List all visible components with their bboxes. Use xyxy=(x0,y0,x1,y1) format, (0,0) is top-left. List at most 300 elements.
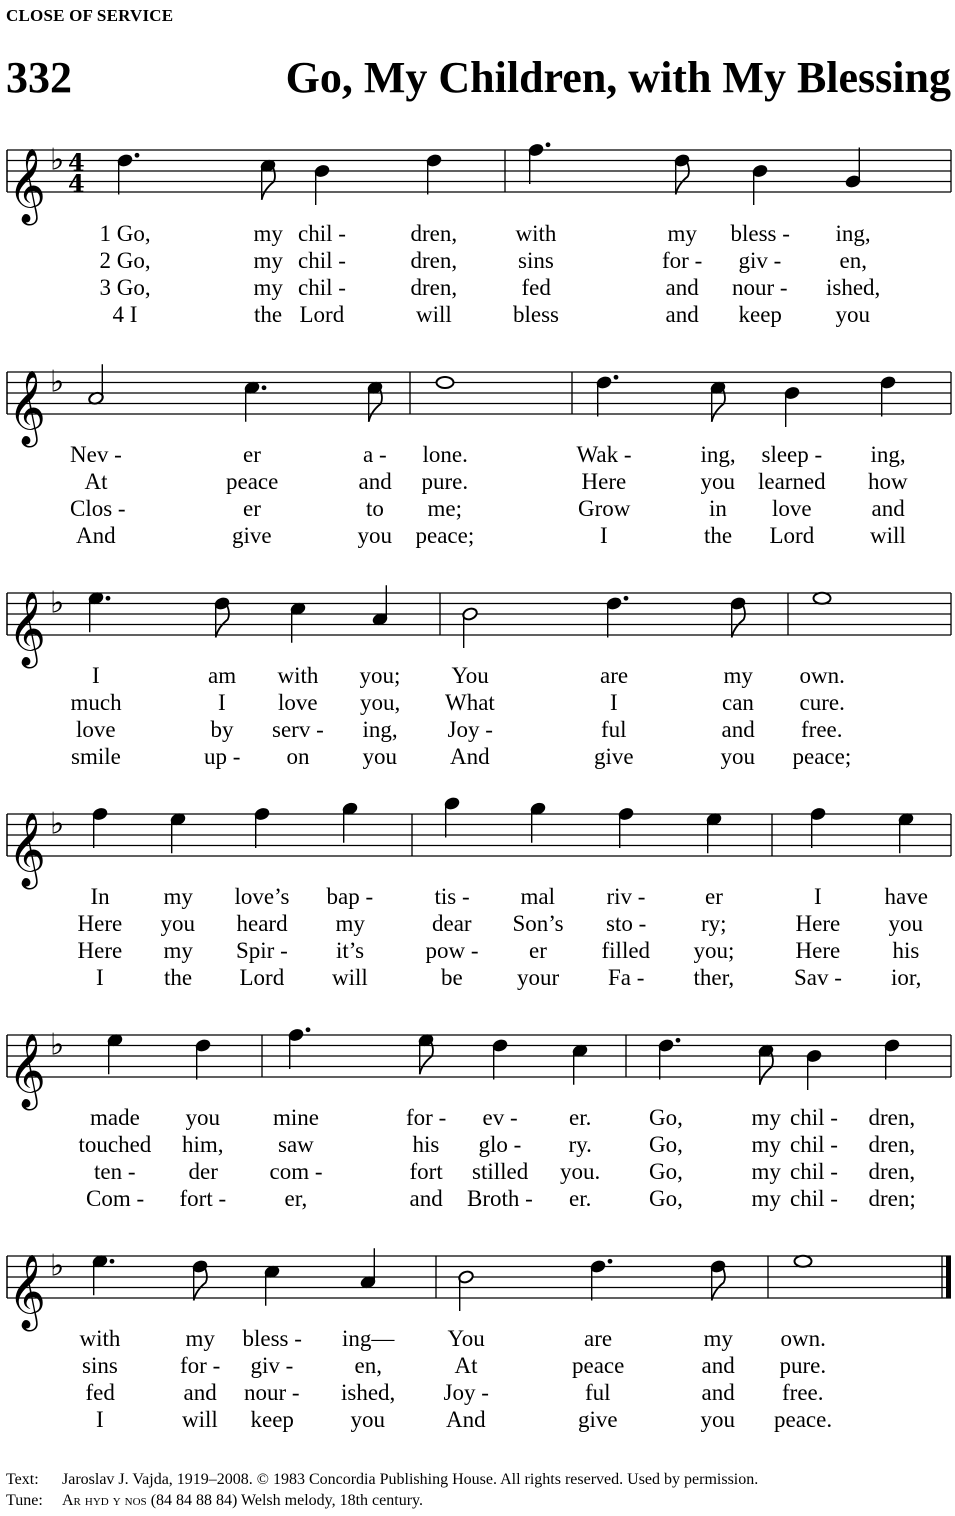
lyric-syllable: er xyxy=(705,884,723,909)
augmentation-dot xyxy=(676,1038,681,1043)
lyric-syllable: ther, xyxy=(693,965,735,990)
lyric-syllable: ished, xyxy=(341,1380,396,1405)
note xyxy=(710,1259,727,1300)
lyric-syllable: you xyxy=(185,1105,220,1130)
note xyxy=(462,607,479,648)
treble-clef-icon: 𝄞 xyxy=(8,813,46,887)
note xyxy=(752,164,769,205)
lyric-syllable: ry. xyxy=(568,1132,592,1157)
lyric-syllable: ten - xyxy=(94,1159,136,1184)
lyric-syllable: dren, xyxy=(410,275,458,300)
lyric-syllable: made xyxy=(90,1105,140,1130)
lyric-syllable: chil - xyxy=(790,1186,838,1211)
treble-clef-icon: 𝄞 xyxy=(8,1255,46,1329)
tune-name: Ar hyd y nos xyxy=(62,1492,147,1509)
lyric-syllable: In xyxy=(90,884,110,909)
lyric-syllable: fed xyxy=(521,275,551,300)
staff-system xyxy=(7,142,951,226)
augmentation-dot xyxy=(106,596,111,601)
final-barline-thick xyxy=(946,1256,951,1298)
lyric-syllable: chil - xyxy=(298,275,346,300)
augmentation-dot xyxy=(614,375,619,380)
lyric-syllable: Here xyxy=(77,911,123,936)
staff-system xyxy=(7,1027,951,1111)
lyric-syllable: 3 Go, xyxy=(99,275,151,300)
note xyxy=(288,1027,311,1069)
lyric-syllable: ing, xyxy=(700,442,736,467)
note xyxy=(314,164,331,205)
lyric-syllable: riv - xyxy=(606,884,646,909)
lyric-syllable: how xyxy=(868,469,908,494)
lyric-syllable: Go, xyxy=(649,1159,683,1184)
lyric-syllable: What xyxy=(445,690,495,715)
lyric-syllable: chil - xyxy=(790,1105,838,1130)
lyric-syllable: free. xyxy=(801,717,843,742)
lyric-syllable: my xyxy=(751,1186,781,1211)
lyric-syllable: Here xyxy=(581,469,627,494)
note xyxy=(367,380,384,421)
note xyxy=(290,601,307,642)
note xyxy=(444,796,461,837)
lyric-syllable: love xyxy=(278,690,318,715)
lyric-syllable: Lord xyxy=(239,965,285,990)
lyric-syllable: my xyxy=(335,911,365,936)
lyric-syllable: dren, xyxy=(410,248,458,273)
section-heading: CLOSE OF SERVICE xyxy=(6,6,174,25)
lyric-syllable: And xyxy=(446,1407,486,1432)
note xyxy=(572,1043,589,1084)
lyric-syllable: and xyxy=(665,275,699,300)
lyric-syllable: ful xyxy=(601,717,627,742)
key-signature-flat-icon: ♭ xyxy=(50,1027,65,1063)
staff-system xyxy=(7,585,951,669)
lyric-syllable: sto - xyxy=(606,911,647,936)
lyric-syllable: my xyxy=(163,938,193,963)
note xyxy=(214,596,231,637)
lyric-syllable: Here xyxy=(77,938,123,963)
lyric-syllable: ing, xyxy=(870,442,906,467)
lyric-syllable: learned xyxy=(758,469,826,494)
lyric-syllable: and xyxy=(358,469,392,494)
text-credit xyxy=(6,1471,758,1489)
lyric-syllable: chil - xyxy=(790,1159,838,1184)
lyric-syllable: to xyxy=(366,496,384,521)
lyric-syllable: smile xyxy=(71,744,121,769)
lyric-syllable: fed xyxy=(85,1380,115,1405)
lyric-syllable: fort - xyxy=(179,1186,227,1211)
lyric-syllable: will xyxy=(416,302,452,327)
lyric-syllable: dren, xyxy=(868,1105,916,1130)
note xyxy=(92,807,109,848)
lyric-syllable: chil - xyxy=(790,1132,838,1157)
lyric-syllable: saw xyxy=(278,1132,314,1157)
lyric-syllable: Son’s xyxy=(512,911,564,936)
augmentation-dot xyxy=(110,1259,115,1264)
lyric-syllable: my xyxy=(751,1132,781,1157)
tune-credit xyxy=(6,1492,423,1510)
lyric-syllable: chil - xyxy=(298,248,346,273)
note xyxy=(845,148,862,189)
lyric-syllable: cure. xyxy=(799,690,845,715)
key-signature-flat-icon: ♭ xyxy=(50,1248,65,1284)
note-head xyxy=(437,377,454,388)
lyric-syllable: Spir - xyxy=(236,938,288,963)
lyric-syllable: er, xyxy=(284,1186,308,1211)
note xyxy=(418,1033,435,1074)
lyric-syllable: my xyxy=(253,275,283,300)
lyric-syllable: dren, xyxy=(410,221,458,246)
note xyxy=(730,596,747,637)
note xyxy=(880,375,897,416)
lyric-syllable: 2 Go, xyxy=(99,248,151,273)
hymn-title: Go, My Children, with My Blessing xyxy=(285,53,951,102)
note xyxy=(884,1038,901,1079)
lyric-syllable: can xyxy=(722,690,754,715)
augmentation-dot xyxy=(608,1259,613,1264)
lyric-syllable: mal xyxy=(520,884,555,909)
lyric-syllable: my xyxy=(703,1326,733,1351)
note xyxy=(758,1043,775,1084)
lyric-syllable: are xyxy=(584,1326,613,1351)
augmentation-dot xyxy=(135,153,140,158)
lyric-syllable: keep xyxy=(250,1407,294,1432)
lyric-syllable: sins xyxy=(82,1353,118,1378)
lyric-syllable: bless - xyxy=(730,221,790,246)
lyric-syllable: will xyxy=(332,965,368,990)
note xyxy=(437,377,454,388)
lyric-syllable: glo - xyxy=(478,1132,522,1157)
lyric-syllable: my xyxy=(667,221,697,246)
time-signature-bottom: 4 xyxy=(68,169,85,198)
lyric-syllable: I xyxy=(96,965,104,990)
lyric-syllable: en, xyxy=(354,1353,382,1378)
lyric-syllable: dear xyxy=(432,911,472,936)
note-flag xyxy=(216,605,229,638)
lyric-syllable: you xyxy=(888,911,923,936)
lyric-syllable: and xyxy=(701,1353,735,1378)
note xyxy=(192,1259,209,1300)
note-flag xyxy=(676,162,689,195)
note-flag xyxy=(369,389,382,422)
lyric-syllable: stilled xyxy=(472,1159,529,1184)
lyric-syllable: Go, xyxy=(649,1132,683,1157)
lyric-syllable: nour - xyxy=(732,275,788,300)
note xyxy=(360,1248,377,1289)
key-signature-flat-icon: ♭ xyxy=(50,806,65,842)
lyric-syllable: peace xyxy=(226,469,279,494)
lyric-syllable: my xyxy=(253,221,283,246)
lyric-syllable: the xyxy=(704,523,733,548)
lyric-syllable: the xyxy=(254,302,283,327)
lyric-syllable: I xyxy=(218,690,226,715)
lyric-syllable: I xyxy=(610,690,618,715)
lyric-syllable: his xyxy=(412,1132,440,1157)
lyric-syllable: you. xyxy=(560,1159,601,1184)
lyric-syllable: my xyxy=(185,1326,215,1351)
lyric-syllable: Wak - xyxy=(576,442,632,467)
lyric-syllable: At xyxy=(454,1353,478,1378)
lyric-syllable: 1 Go, xyxy=(99,221,151,246)
lyric-syllable: pure. xyxy=(421,469,469,494)
lyric-syllable: own. xyxy=(780,1326,826,1351)
lyric-syllable: bap - xyxy=(326,884,374,909)
lyric-syllable: Here xyxy=(795,938,841,963)
lyric-syllable: filled xyxy=(601,938,651,963)
lyric-syllable: Here xyxy=(795,911,841,936)
note xyxy=(806,1049,823,1090)
lyric-syllable: er xyxy=(243,442,261,467)
note-flag xyxy=(732,605,745,638)
note xyxy=(88,364,105,405)
note xyxy=(107,1033,124,1074)
lyric-syllable: I xyxy=(600,523,608,548)
lyric-syllable: love xyxy=(772,496,812,521)
augmentation-dot xyxy=(306,1027,311,1032)
hymn-number: 332 xyxy=(6,53,72,102)
staff-system xyxy=(7,1248,951,1332)
note xyxy=(784,386,801,427)
lyric-syllable: and xyxy=(665,302,699,327)
lyric-syllable: I xyxy=(96,1407,104,1432)
lyric-syllable: keep xyxy=(738,302,782,327)
lyric-syllable: him, xyxy=(182,1132,224,1157)
lyric-syllable: And xyxy=(76,523,116,548)
lyric-syllable: heard xyxy=(236,911,288,936)
note xyxy=(342,801,359,842)
text-credit-value: Jaroslav J. Vajda, 1919–2008. © 1983 Concordia Publishing House. All rights reserved. Used by permission. xyxy=(62,1471,759,1488)
text-credit-label: Text: xyxy=(6,1471,39,1488)
lyric-syllable: giv - xyxy=(250,1353,294,1378)
note xyxy=(426,153,443,194)
lyric-syllable: giv - xyxy=(738,248,782,273)
lyric-syllable: er. xyxy=(569,1186,592,1211)
lyric-syllable: Fa - xyxy=(608,965,645,990)
lyric-syllable: ing, xyxy=(835,221,871,246)
tune-credit-value: (84 84 88 84) Welsh melody, 18th century. xyxy=(146,1492,423,1509)
note xyxy=(458,1270,475,1311)
lyric-syllable: dren; xyxy=(868,1186,916,1211)
note-flag xyxy=(712,1268,725,1301)
note xyxy=(674,153,691,194)
lyric-syllable: nour - xyxy=(244,1380,300,1405)
note xyxy=(658,1038,681,1080)
lyric-syllable: ior, xyxy=(891,965,922,990)
lyric-syllable: dren, xyxy=(868,1132,916,1157)
lyric-syllable: en, xyxy=(839,248,867,273)
lyric-syllable: am xyxy=(208,663,237,688)
lyric-syllable: for - xyxy=(406,1105,447,1130)
lyric-syllable: mine xyxy=(273,1105,319,1130)
lyric-syllable: er xyxy=(243,496,261,521)
lyric-syllable: his xyxy=(892,938,920,963)
lyric-syllable: by xyxy=(210,717,234,742)
lyric-syllable: give xyxy=(578,1407,618,1432)
note-head xyxy=(814,593,831,604)
lyric-syllable: the xyxy=(164,965,193,990)
note xyxy=(898,812,915,853)
lyric-syllable: my xyxy=(723,663,753,688)
lyric-syllable: will xyxy=(182,1407,218,1432)
lyric-syllable: with xyxy=(79,1326,121,1351)
staff-system xyxy=(7,796,951,890)
lyric-syllable: der xyxy=(188,1159,218,1184)
note-flag xyxy=(262,167,275,200)
lyric-syllable: Joy - xyxy=(443,1380,489,1405)
note xyxy=(244,380,267,421)
lyric-syllable: bless xyxy=(513,302,559,327)
lyric-syllable: on xyxy=(286,744,310,769)
lyric-syllable: You xyxy=(451,663,489,688)
lyric-syllable: Go, xyxy=(649,1105,683,1130)
note-flag xyxy=(194,1268,207,1301)
note xyxy=(92,1254,115,1295)
lyric-syllable: are xyxy=(600,663,629,688)
lyric-syllable: I xyxy=(814,884,822,909)
note xyxy=(710,380,727,421)
note xyxy=(195,1038,212,1079)
lyric-syllable: Com - xyxy=(86,1186,145,1211)
lyric-syllable: free. xyxy=(782,1380,824,1405)
lyric-syllable: you xyxy=(357,523,392,548)
note xyxy=(706,812,723,853)
lyric-syllable: love’s xyxy=(234,884,290,909)
lyric-syllable: you xyxy=(720,744,755,769)
lyric-syllable: sins xyxy=(518,248,554,273)
lyric-syllable: fort xyxy=(409,1159,443,1184)
lyric-syllable: Sav - xyxy=(794,965,842,990)
lyric-syllable: me; xyxy=(427,496,462,521)
lyric-syllable: touched xyxy=(78,1132,152,1157)
lyric-syllable: ful xyxy=(585,1380,611,1405)
note-head xyxy=(795,1256,812,1267)
lyric-syllable: pow - xyxy=(425,938,479,963)
lyric-syllable: with xyxy=(515,221,557,246)
lyric-syllable: Go, xyxy=(649,1186,683,1211)
note xyxy=(170,812,187,853)
lyric-syllable: up - xyxy=(204,744,241,769)
lyric-syllable: my xyxy=(163,884,193,909)
lyric-syllable: you xyxy=(160,911,195,936)
lyric-syllable: lone. xyxy=(422,442,468,467)
lyric-syllable: and xyxy=(871,496,905,521)
treble-clef-icon: 𝄞 xyxy=(8,592,46,666)
lyric-syllable: have xyxy=(884,884,928,909)
note-flag xyxy=(712,389,725,422)
lyric-syllable: Joy - xyxy=(447,717,493,742)
lyric-syllable: er. xyxy=(569,1105,592,1130)
lyric-syllable: my xyxy=(751,1105,781,1130)
lyric-syllable: my xyxy=(751,1159,781,1184)
lyric-syllable: 4 I xyxy=(112,302,138,327)
lyric-syllable: you, xyxy=(360,690,401,715)
note xyxy=(492,1038,509,1079)
note xyxy=(528,142,551,184)
lyric-syllable: for - xyxy=(662,248,703,273)
lyric-syllable: Clos - xyxy=(70,496,126,521)
lyric-syllable: give xyxy=(232,523,272,548)
key-signature-flat-icon: ♭ xyxy=(50,585,65,621)
lyric-syllable: Lord xyxy=(299,302,345,327)
lyric-syllable: a - xyxy=(363,442,387,467)
note xyxy=(372,585,389,626)
note xyxy=(810,807,827,848)
note xyxy=(814,593,831,604)
lyric-syllable: love xyxy=(76,717,116,742)
note xyxy=(264,1264,281,1305)
lyric-syllable: At xyxy=(84,469,108,494)
note-flag xyxy=(760,1052,773,1085)
note xyxy=(590,1259,613,1301)
lyric-syllable: be xyxy=(441,965,463,990)
lyric-syllable: ry; xyxy=(701,911,727,936)
lyric-syllable: Nev - xyxy=(70,442,122,467)
lyric-syllable: peace xyxy=(572,1353,625,1378)
lyric-syllable: you xyxy=(700,469,735,494)
time-signature-top: 4 xyxy=(68,148,85,177)
lyric-syllable: dren, xyxy=(868,1159,916,1184)
augmentation-dot xyxy=(546,142,551,147)
lyric-syllable: bless - xyxy=(242,1326,302,1351)
lyric-syllable: own. xyxy=(799,663,845,688)
lyric-syllable: ing— xyxy=(342,1326,395,1351)
note xyxy=(596,375,619,417)
lyric-syllable: you xyxy=(700,1407,735,1432)
note xyxy=(254,807,271,848)
lyric-syllable: and xyxy=(409,1186,443,1211)
note xyxy=(530,801,547,842)
lyric-syllable: You xyxy=(447,1326,485,1351)
lyric-syllable: peace; xyxy=(415,523,475,548)
lyric-syllable: will xyxy=(870,523,906,548)
lyric-syllable: it’s xyxy=(336,938,365,963)
lyric-syllable: you; xyxy=(359,663,401,688)
lyric-syllable: in xyxy=(709,496,727,521)
lyric-syllable: com - xyxy=(269,1159,323,1184)
lyric-syllable: your xyxy=(517,965,560,990)
lyric-syllable: you xyxy=(835,302,870,327)
note xyxy=(795,1256,812,1267)
key-signature-flat-icon: ♭ xyxy=(50,364,65,400)
note-flag xyxy=(420,1041,433,1074)
lyric-syllable: you; xyxy=(693,938,735,963)
lyric-syllable: and xyxy=(701,1380,735,1405)
augmentation-dot xyxy=(624,596,629,601)
lyric-syllable: I xyxy=(92,663,100,688)
lyric-syllable: peace. xyxy=(774,1407,833,1432)
lyric-syllable: tis - xyxy=(434,884,470,909)
lyric-syllable: ished, xyxy=(826,275,881,300)
lyric-syllable: Broth - xyxy=(467,1186,533,1211)
lyric-syllable: you xyxy=(362,744,397,769)
lyric-syllable: pure. xyxy=(779,1353,827,1378)
lyric-syllable: and xyxy=(183,1380,217,1405)
lyric-syllable: chil - xyxy=(298,221,346,246)
tune-credit-label: Tune: xyxy=(6,1492,43,1509)
lyric-syllable: and xyxy=(721,717,755,742)
lyric-syllable: my xyxy=(253,248,283,273)
lyric-syllable: you xyxy=(350,1407,385,1432)
treble-clef-icon: 𝄞 xyxy=(8,1034,46,1108)
treble-clef-icon: 𝄞 xyxy=(8,149,46,223)
lyric-syllable: ev - xyxy=(482,1105,518,1130)
lyric-syllable: Lord xyxy=(769,523,815,548)
lyric-syllable: for - xyxy=(180,1353,221,1378)
lyric-syllable: Grow xyxy=(578,496,631,521)
lyric-syllable: with xyxy=(277,663,319,688)
augmentation-dot xyxy=(262,385,267,390)
lyric-syllable: er xyxy=(529,938,547,963)
lyric-syllable: sleep - xyxy=(761,442,823,467)
